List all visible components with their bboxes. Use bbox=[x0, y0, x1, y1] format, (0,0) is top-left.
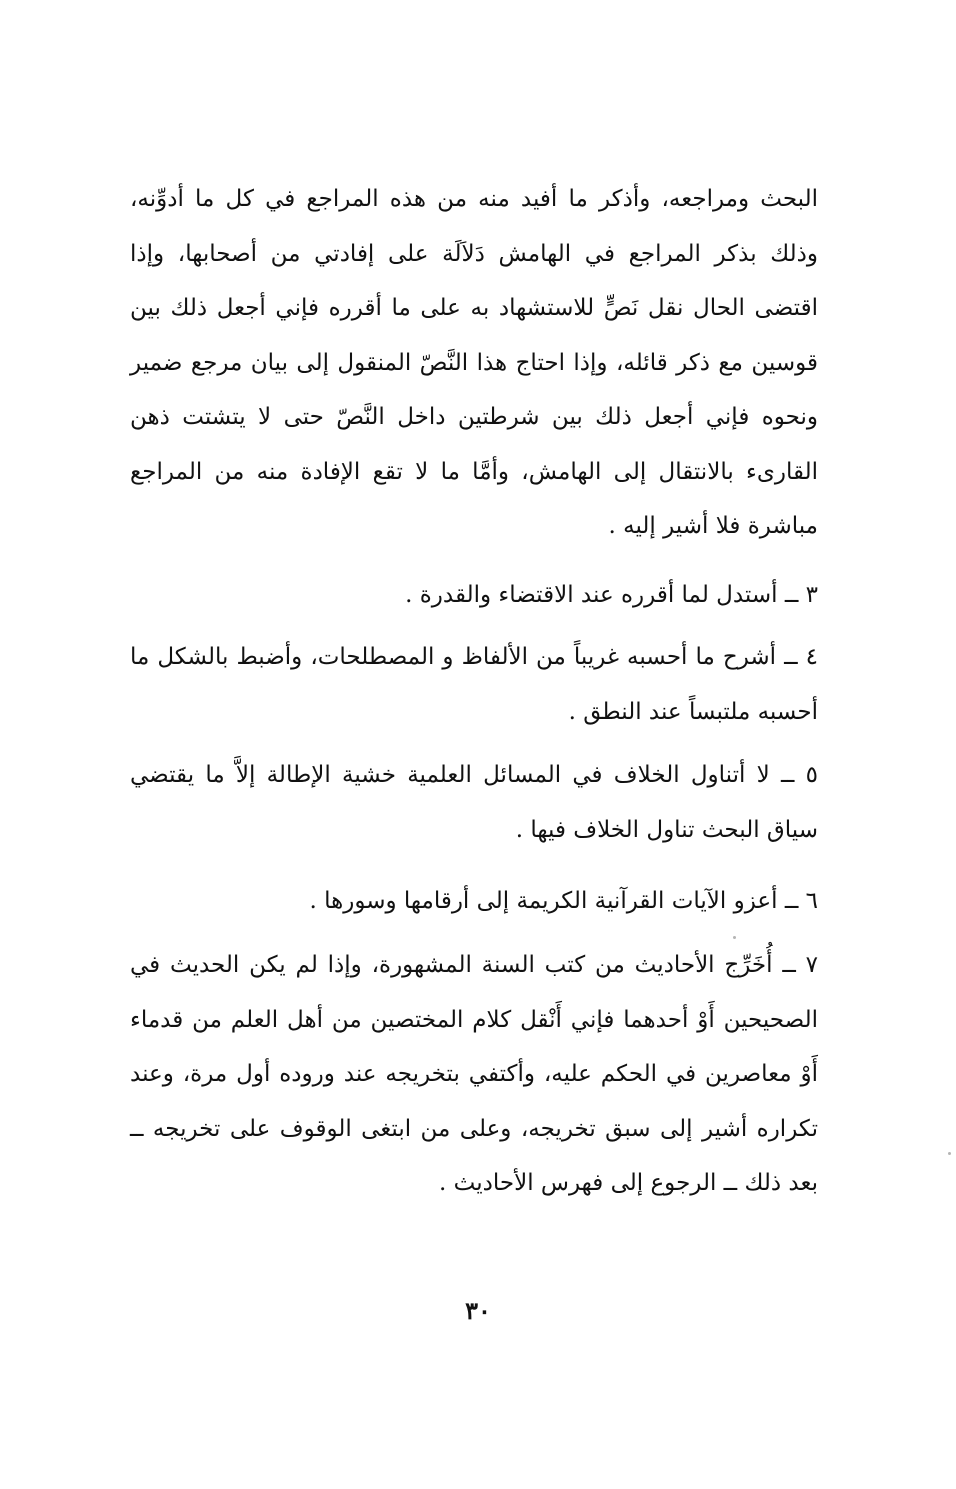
list-item-text: ٦ ــ أعزو الآيات القرآنية الكريمة إلى أرقامها وسورها . bbox=[309, 888, 818, 914]
page-number: ٣٠ bbox=[465, 1296, 491, 1325]
list-item-text: ٤ ــ أشرح ما أحسبه غريباً من الألفاظ و المصطلحات، وأضبط بالشكل ما أحسبه ملتبساً عند النطق . bbox=[130, 644, 818, 725]
list-item-5 bbox=[130, 748, 818, 857]
list-item-text: ٥ ــ لا أتناول الخلاف في المسائل العلمية خشية الإطالة إلاَّ ما يقتضي سياق البحث تناول الخلاف فيها . bbox=[130, 762, 818, 843]
list-item-6 bbox=[130, 874, 818, 929]
list-item-7 bbox=[130, 938, 818, 1211]
intro-paragraph bbox=[130, 172, 818, 554]
list-item-text: ٣ ــ أستدل لما أقرره عند الاقتضاء والقدرة . bbox=[405, 582, 818, 608]
scan-speck bbox=[948, 1152, 951, 1155]
list-item-4 bbox=[130, 630, 818, 739]
paragraph-text: البحث ومراجعه، وأذكر ما أفيد منه من هذه المراجع في كل ما أدوِّنه، وذلك بذكر المراجع في الهامش دَلاَلَة على إفادتي من أصحابها، وإذا اقتضى الحال نقل نَصٍّ للاستشهاد به على ما أقرره فإني أجعل ذلك بين قوسين مع ذكر قائله، وإذا احتاج هذا النَّصّ المنقول إلى بيان مرجع ضمير ونحوه فإني أجعل ذلك بين شرطتين داخل النَّصّ حتى لا يتشتت ذهن القارىء بالانتقال إلى الهامش، وأمَّا ما لا تقع الإفادة منه من المراجع مباشرة فلا أشير إليه . bbox=[130, 186, 819, 539]
scan-speck bbox=[733, 936, 736, 939]
list-item-3 bbox=[130, 568, 818, 623]
list-item-text: ٧ ــ أُخَرِّج الأحاديث من كتب السنة المشهورة، وإذا لم يكن الحديث في الصحيحين أَوْ أحدهما فإني أَنْقل كلام المختصين من أهل العلم من قدماء أَوْ معاصرين في الحكم عليه، وأكتفي بتخريجه عند وروده أول مرة، وعند تكراره أشير إلى سبق تخريجه، وعلى من ابتغى الوقوف على تخريجه ــ بعد ذلك ــ الرجوع إلى فهرس الأحاديث . bbox=[130, 952, 818, 1196]
